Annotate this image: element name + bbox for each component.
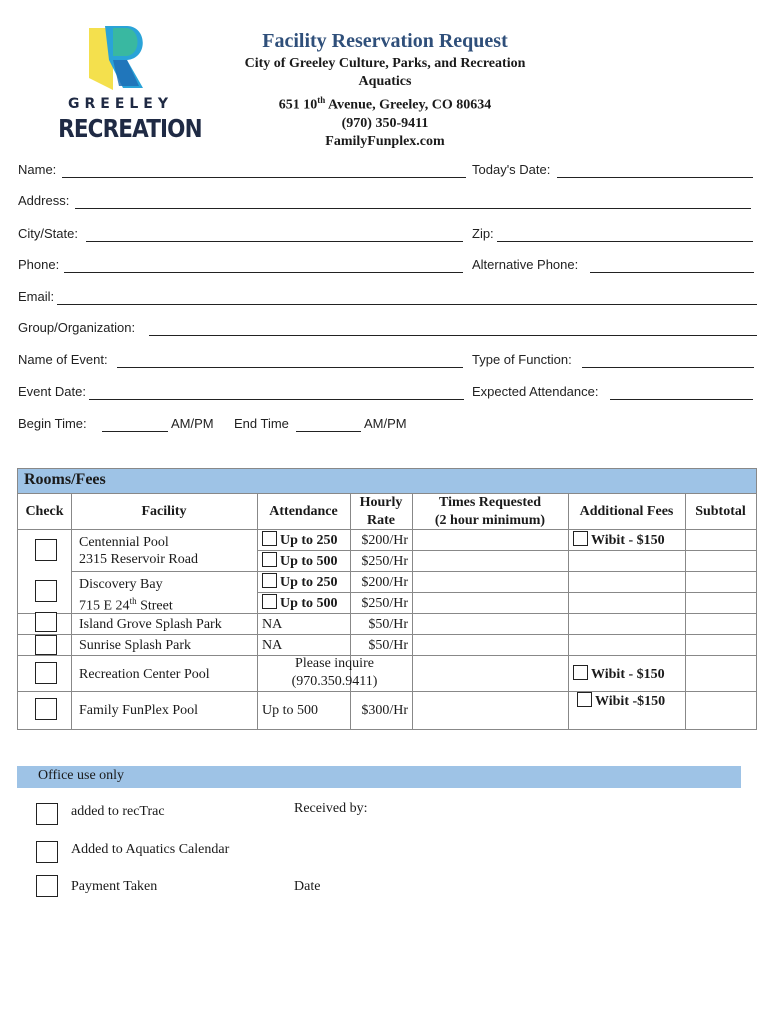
island-grove-attendance: NA — [262, 617, 283, 632]
greeley-recreation-logo — [48, 24, 202, 146]
city-state-field[interactable] — [86, 241, 463, 242]
alt-phone-field[interactable] — [590, 272, 754, 273]
island-grove-name: Island Grove Splash Park — [79, 617, 222, 632]
checkbox-icon[interactable] — [262, 594, 277, 609]
payment-label: Payment Taken — [71, 879, 158, 894]
col-header-times: Times Requested (2 hour minimum) — [434, 495, 546, 528]
logo-text-greeley: GREELEY — [67, 96, 174, 112]
sunrise-attendance: NA — [262, 638, 283, 653]
discovery-bay-checkbox[interactable] — [35, 580, 57, 602]
function-type-label: Type of Function: — [472, 352, 572, 367]
rectrac-checkbox[interactable] — [36, 803, 58, 825]
sunrise-name: Sunrise Splash Park — [79, 638, 191, 653]
function-type-field[interactable] — [582, 367, 754, 368]
phone-field[interactable] — [64, 272, 463, 273]
checkbox-icon[interactable] — [262, 573, 277, 588]
centennial-rate-500: $250/Hr — [361, 554, 408, 569]
page-title: Facility Reservation Request — [262, 30, 508, 52]
end-time-field[interactable] — [296, 431, 361, 432]
funplex-attendance: Up to 500 — [262, 703, 318, 718]
row-divider — [71, 571, 756, 572]
centennial-pool-address: 2315 Reservoir Road — [79, 552, 198, 567]
row-divider — [257, 592, 756, 593]
office-use-header — [17, 766, 741, 788]
event-date-field[interactable] — [89, 399, 464, 400]
zip-field[interactable] — [497, 241, 753, 242]
payment-checkbox[interactable] — [36, 875, 58, 897]
rec-center-inquire: Please inquire (970.350.9411) — [291, 656, 378, 689]
sunrise-rate: $50/Hr — [368, 638, 408, 653]
phone-label: Phone: — [18, 257, 60, 272]
rooms-fees-title: Rooms/Fees — [24, 471, 106, 488]
rectrac-label: added to recTrac — [71, 804, 165, 819]
centennial-up250-option[interactable]: Up to 250 — [262, 531, 338, 550]
rooms-fees-header — [18, 469, 756, 494]
alt-phone-label: Alternative Phone: — [472, 257, 579, 272]
discovery-up250-option[interactable]: Up to 250 — [262, 573, 338, 592]
sunrise-checkbox[interactable] — [35, 635, 57, 655]
row-divider — [257, 550, 756, 551]
funplex-wibit-option[interactable]: Wibit -$150 — [577, 692, 665, 711]
col-header-rate: Hourly Rate — [359, 495, 403, 528]
centennial-checkbox[interactable] — [35, 539, 57, 561]
department-name: City of Greeley Culture, Parks, and Recreation — [244, 56, 526, 71]
centennial-up500-option[interactable]: Up to 500 — [262, 552, 338, 571]
street-address: 651 10th Avenue, Greeley, CO 80634 — [278, 95, 492, 113]
col-header-subtotal: Subtotal — [695, 504, 746, 519]
name-field[interactable] — [62, 177, 466, 178]
event-name-field[interactable] — [117, 367, 463, 368]
end-ampm-label: AM/PM — [364, 416, 407, 431]
funplex-rate: $300/Hr — [361, 703, 408, 718]
todays-date-field[interactable] — [557, 177, 753, 178]
begin-ampm-label: AM/PM — [171, 416, 214, 431]
rec-center-wibit-option[interactable]: Wibit - $150 — [573, 665, 665, 684]
discovery-up500-option[interactable]: Up to 500 — [262, 594, 338, 613]
website: FamilyFunplex.com — [325, 133, 445, 149]
division-name: Aquatics — [358, 74, 412, 89]
group-field[interactable] — [149, 335, 757, 336]
row-divider — [18, 634, 756, 635]
col-header-fees: Additional Fees — [579, 504, 674, 519]
group-label: Group/Organization: — [18, 320, 136, 335]
funplex-name: Family FunPlex Pool — [79, 703, 199, 718]
end-time-label: End Time — [234, 416, 289, 431]
rec-center-checkbox[interactable] — [35, 662, 57, 684]
event-date-label: Event Date: — [18, 384, 86, 399]
document-header — [200, 30, 570, 151]
event-name-label: Name of Event: — [18, 352, 108, 367]
checkbox-icon[interactable] — [577, 692, 592, 707]
funplex-checkbox[interactable] — [35, 698, 57, 720]
logo-text-recreation: RECREATION — [58, 114, 202, 143]
col-header-attendance: Attendance — [269, 504, 338, 519]
centennial-rate-250: $200/Hr — [361, 533, 408, 548]
rooms-fees-table — [17, 468, 757, 730]
calendar-checkbox[interactable] — [36, 841, 58, 863]
city-state-label: City/State: — [18, 226, 78, 241]
attendance-field[interactable] — [610, 399, 753, 400]
checkbox-icon[interactable] — [262, 552, 277, 567]
discovery-rate-250: $200/Hr — [361, 575, 408, 590]
phone-number: (970) 350-9411 — [341, 115, 429, 131]
attendance-label: Expected Attendance: — [472, 384, 599, 399]
office-use-title: Office use only — [38, 768, 125, 783]
begin-time-field[interactable] — [102, 431, 168, 432]
checkbox-icon[interactable] — [573, 531, 588, 546]
email-field[interactable] — [57, 304, 757, 305]
address-label: Address: — [18, 193, 70, 208]
discovery-rate-500: $250/Hr — [361, 596, 408, 611]
checkbox-icon[interactable] — [262, 531, 277, 546]
centennial-wibit-option[interactable]: Wibit - $150 — [573, 531, 665, 550]
island-grove-checkbox[interactable] — [35, 612, 57, 632]
discovery-bay-name: Discovery Bay — [79, 577, 163, 592]
calendar-label: Added to Aquatics Calendar — [71, 842, 230, 857]
email-label: Email: — [18, 289, 55, 304]
col-header-check: Check — [25, 504, 64, 519]
island-grove-rate: $50/Hr — [368, 617, 408, 632]
centennial-pool-name: Centennial Pool — [79, 535, 169, 550]
checkbox-icon[interactable] — [573, 665, 588, 680]
address-field[interactable] — [75, 208, 751, 209]
todays-date-label: Today's Date: — [472, 162, 551, 177]
discovery-bay-address: 715 E 24th Street — [79, 596, 173, 614]
rec-center-name: Recreation Center Pool — [79, 667, 210, 682]
date-label: Date — [294, 879, 321, 894]
begin-time-label: Begin Time: — [18, 416, 87, 431]
logo-r-mark-icon — [83, 24, 151, 94]
name-label: Name: — [18, 162, 57, 177]
zip-label: Zip: — [472, 226, 494, 241]
received-by-label: Received by: — [294, 801, 368, 816]
col-header-facility: Facility — [141, 504, 187, 519]
